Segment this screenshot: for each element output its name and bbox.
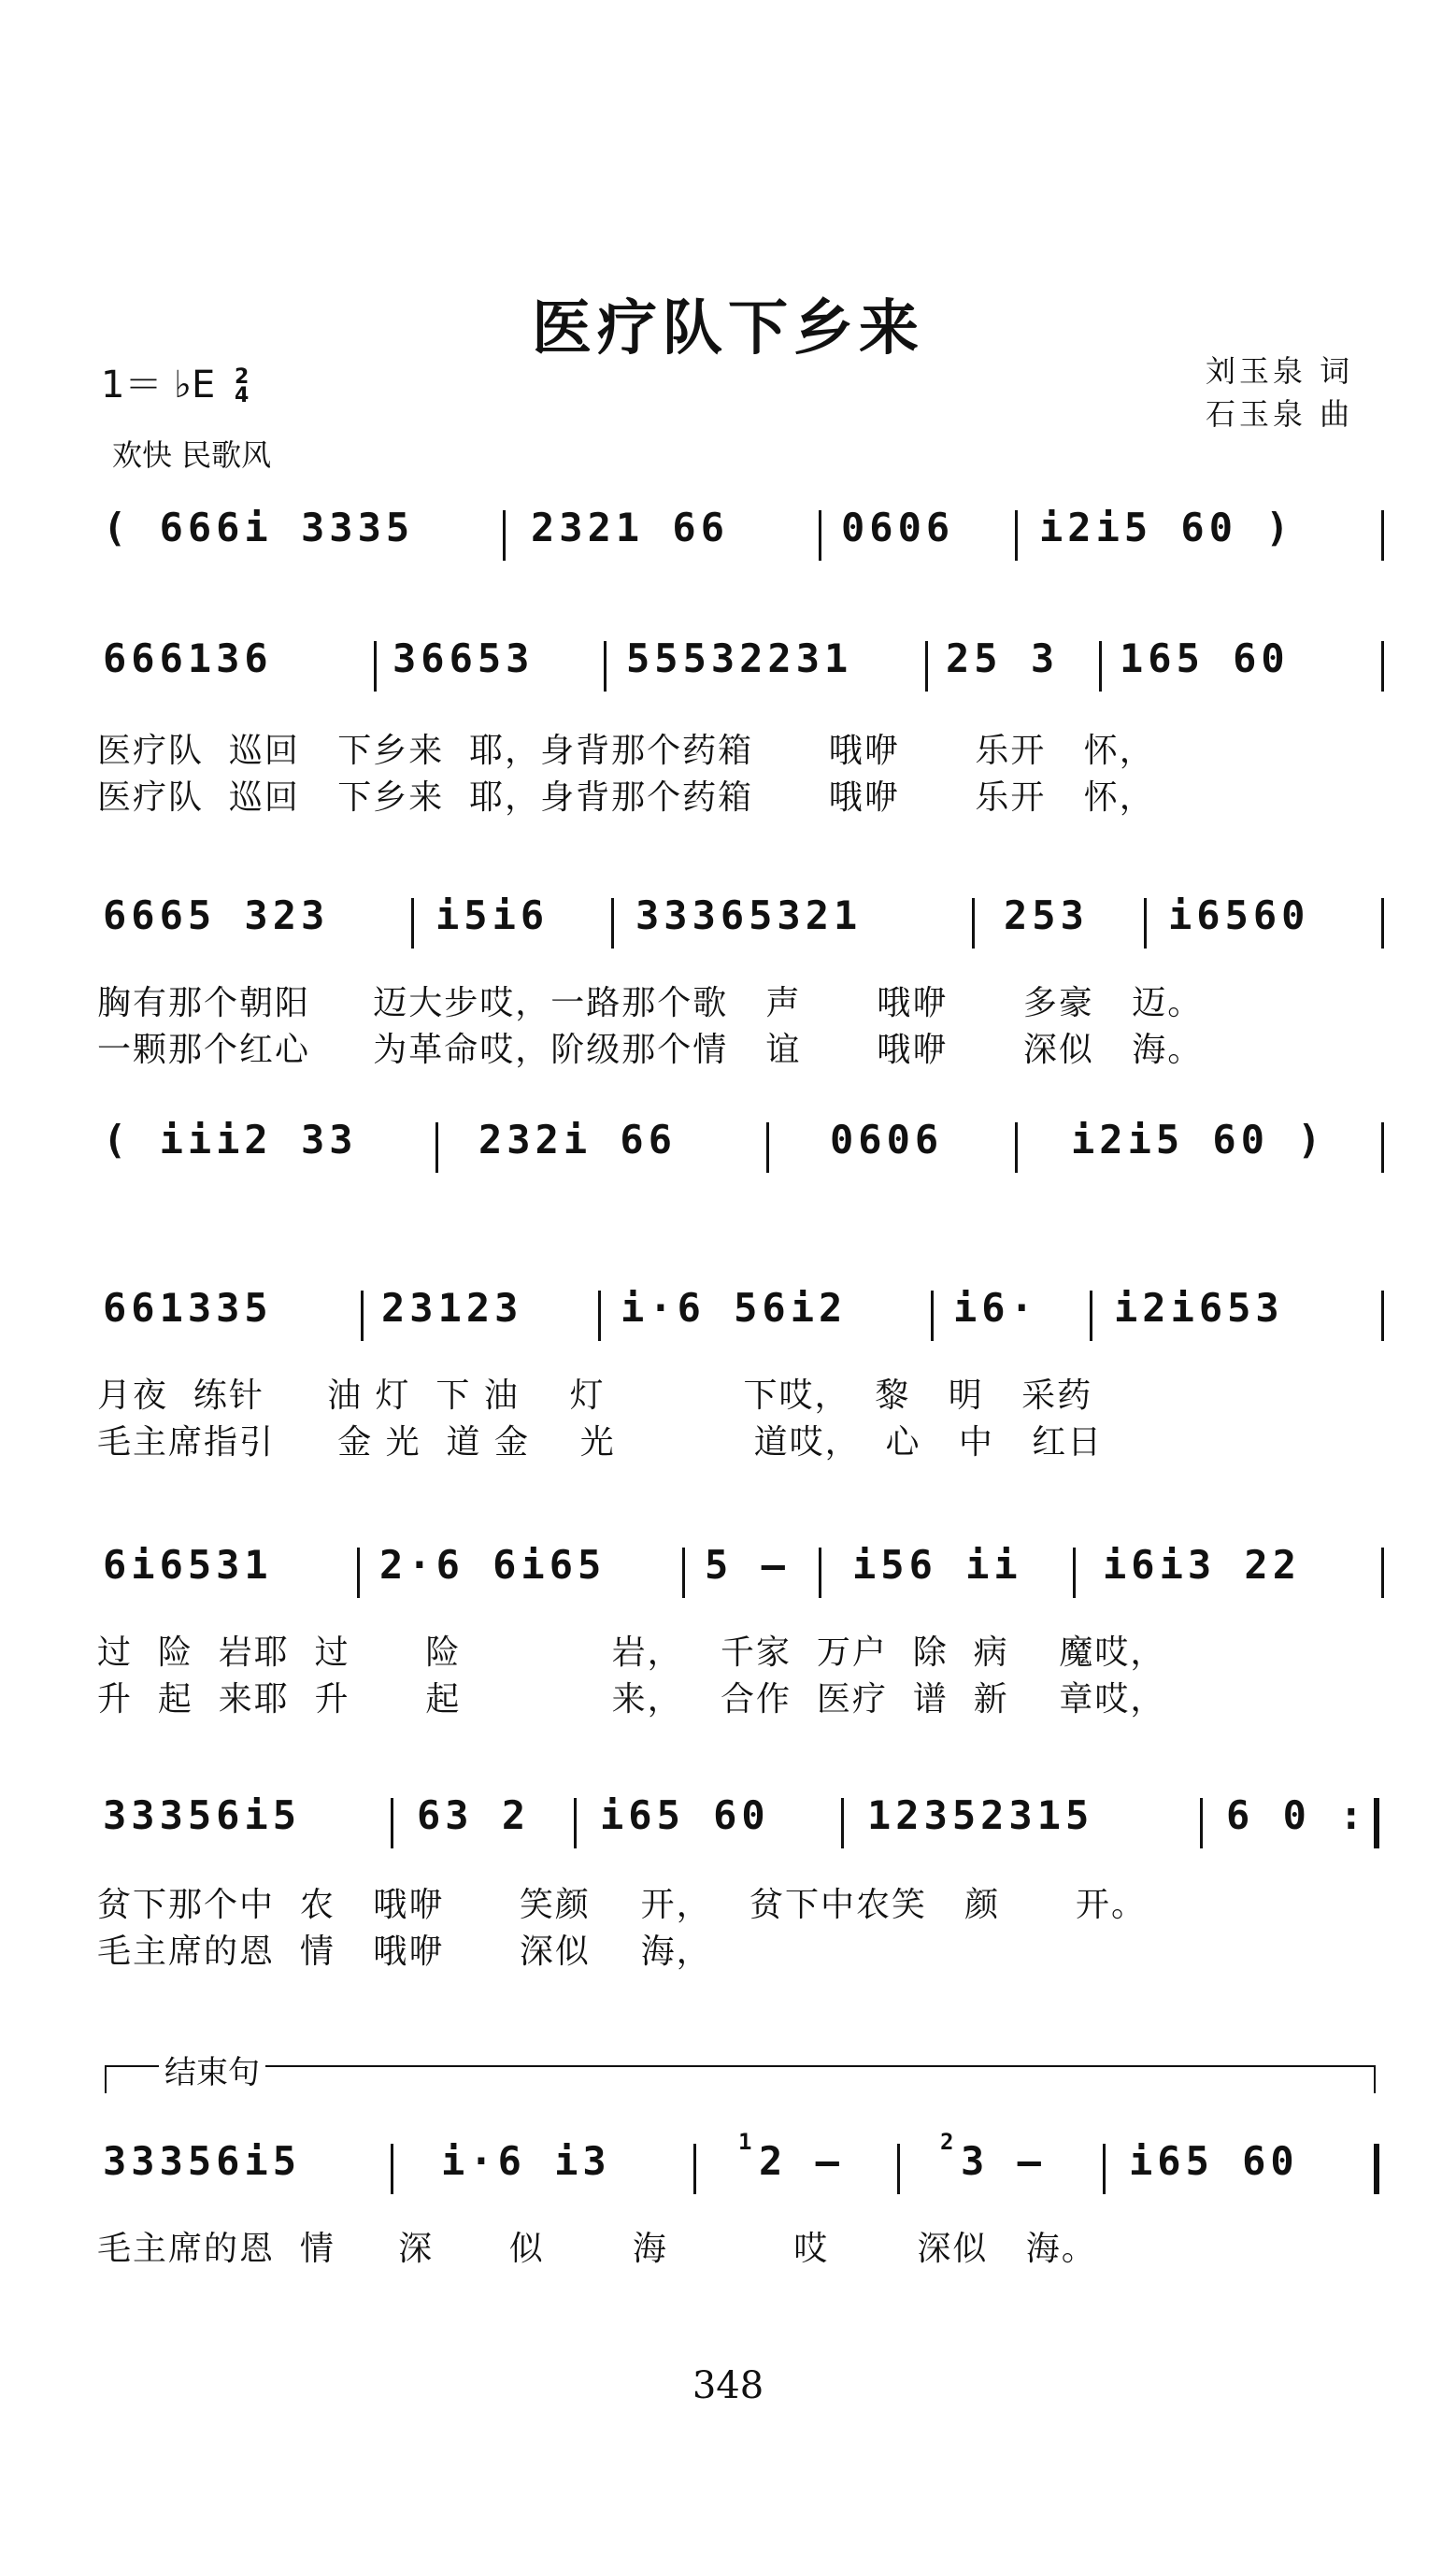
measure: 5 – xyxy=(705,1542,790,1588)
measure: i·6 56i2 xyxy=(621,1285,848,1331)
barline xyxy=(357,1548,360,1598)
barline xyxy=(766,1122,769,1173)
bracket-left-tick xyxy=(105,2065,107,2093)
barline xyxy=(1381,510,1384,561)
measure: 2 – xyxy=(759,2138,844,2184)
barline xyxy=(361,1291,364,1341)
score-system-2 xyxy=(0,635,1456,710)
lyricist-credit: 刘玉泉 词 xyxy=(1206,353,1354,389)
barline xyxy=(503,510,506,561)
measure: 6 0 : xyxy=(1226,1792,1368,1838)
barline xyxy=(374,641,377,692)
barline xyxy=(391,2144,393,2194)
composer-credit: 石玉泉 曲 xyxy=(1206,396,1354,432)
barline xyxy=(925,641,928,692)
measure: 63 2 xyxy=(417,1792,531,1838)
measure: 6665 323 xyxy=(103,892,330,938)
bracket-top-line xyxy=(105,2065,1376,2067)
measure: 2321 66 xyxy=(531,505,730,550)
barline xyxy=(931,1291,934,1341)
measure: ( iii2 33 xyxy=(103,1117,358,1163)
barline xyxy=(1381,1122,1384,1173)
score-system-5 xyxy=(0,1285,1456,1360)
measure: i56 ii xyxy=(852,1542,1022,1588)
barline xyxy=(972,898,975,949)
time-denominator: 4 xyxy=(235,384,250,407)
barline xyxy=(1090,1291,1092,1341)
ending-label: 结束句 xyxy=(159,2047,265,2092)
measure: 6i6531 xyxy=(103,1542,273,1588)
measure: 33356i5 xyxy=(103,1792,302,1838)
measure: i2i653 xyxy=(1114,1285,1284,1331)
measure: i2i5 60 ) xyxy=(1039,505,1294,550)
measure: 2·6 6i65 xyxy=(379,1542,607,1588)
barline xyxy=(1073,1548,1076,1598)
barline xyxy=(1103,2144,1106,2194)
lyric-line: 月夜 练针 油 灯 下 油 灯 下哎， 黎 明 采药 xyxy=(97,1377,1093,1415)
key-label: 1＝ ♭E xyxy=(101,364,216,407)
lyric-line: 胸有那个朝阳 迈大步哎，一路那个歌 声 哦咿 多豪 迈。 xyxy=(97,984,1204,1022)
barline xyxy=(1381,1548,1384,1598)
barline xyxy=(897,2144,900,2194)
lyric-line: 贫下那个中 农 哦咿 笑颜 开， 贫下中农笑 颜 开。 xyxy=(97,1886,1147,1924)
barline xyxy=(411,898,414,949)
measure: 0606 xyxy=(830,1117,944,1163)
lyric-line: 毛主席的恩 情 深 似 海 哎 深似 海。 xyxy=(97,2230,1097,2268)
page-number: 348 xyxy=(692,2364,764,2407)
barline xyxy=(574,1798,577,1848)
barline xyxy=(1381,898,1384,949)
song-title: 医疗队下乡来 xyxy=(532,293,924,364)
score-system-4 xyxy=(0,1117,1456,1191)
barline xyxy=(598,1291,601,1341)
barline xyxy=(841,1798,844,1848)
lyric-line: 医疗队 巡回 下乡来 耶，身背那个药箱 哦咿 乐开 怀， xyxy=(97,732,1155,770)
measure: 661335 xyxy=(103,1285,273,1331)
time-numerator: 2 xyxy=(235,365,250,389)
barline xyxy=(819,510,821,561)
measure: i6i3 22 xyxy=(1103,1542,1302,1588)
measure: 232i 66 xyxy=(478,1117,678,1163)
barline xyxy=(693,2144,696,2194)
barline xyxy=(435,1122,438,1173)
measure: i6· xyxy=(953,1285,1038,1331)
score-system-7 xyxy=(0,1792,1456,1867)
lyric-line: 一颗那个红心 为革命哎，阶级那个情 谊 哦咿 深似 海。 xyxy=(97,1031,1204,1069)
barline xyxy=(604,641,607,692)
time-signature xyxy=(235,365,250,407)
measure: i65 60 xyxy=(1129,2138,1299,2184)
measure: 33356i5 xyxy=(103,2138,302,2184)
key-signature xyxy=(101,355,249,408)
barline xyxy=(1200,1798,1203,1848)
measure: i65 60 xyxy=(600,1792,770,1838)
barline xyxy=(1381,641,1384,692)
score-system-3 xyxy=(0,892,1456,967)
measure: 23123 xyxy=(381,1285,523,1331)
lyric-line: 升 起 来耶 升 起 来， 合作 医疗 谱 新 章哎， xyxy=(97,1680,1166,1719)
measure: 666136 xyxy=(103,635,273,681)
barline xyxy=(611,898,614,949)
lyric-line: 毛主席指引 金 光 道 金 光 道哎， 心 中 红日 xyxy=(97,1423,1104,1462)
measure: i6560 xyxy=(1168,892,1310,938)
barline xyxy=(391,1798,393,1848)
barline xyxy=(1015,510,1018,561)
lyric-line: 过 险 岩耶 过 险 岩， 千家 万户 除 病 魔哎， xyxy=(97,1634,1166,1672)
lyric-line: 医疗队 巡回 下乡来 耶，身背那个药箱 哦咿 乐开 怀， xyxy=(97,778,1155,817)
repeat-barline xyxy=(1374,1798,1379,1848)
lyric-line: 毛主席的恩 情 哦咿 深似 海， xyxy=(97,1933,712,1971)
measure: 25 3 xyxy=(946,635,1060,681)
measure: 3 – xyxy=(961,2138,1046,2184)
measure: ( 666i 3335 xyxy=(103,505,415,550)
barline xyxy=(819,1548,821,1598)
measure: i5i6 xyxy=(435,892,550,938)
measure: 0606 xyxy=(841,505,955,550)
volta-1-label: 1 xyxy=(738,2129,757,2155)
measure: 12352315 xyxy=(867,1792,1094,1838)
tempo-marking: 欢快 民歌风 xyxy=(112,437,272,473)
barline xyxy=(1015,1122,1018,1173)
measure: i·6 i3 xyxy=(441,2138,611,2184)
ending-bracket xyxy=(105,2065,1376,2099)
measure: 55532231 xyxy=(626,635,853,681)
measure: 165 60 xyxy=(1120,635,1290,681)
final-barline xyxy=(1374,2144,1379,2194)
measure: 253 xyxy=(1004,892,1089,938)
barline xyxy=(1099,641,1102,692)
score-system-1 xyxy=(0,505,1456,579)
measure: 36653 xyxy=(393,635,535,681)
measure: i2i5 60 ) xyxy=(1071,1117,1326,1163)
barline xyxy=(1381,1291,1384,1341)
measure: 33365321 xyxy=(635,892,863,938)
barline xyxy=(682,1548,685,1598)
score-system-6 xyxy=(0,1542,1456,1617)
barline xyxy=(1144,898,1147,949)
volta-2-label: 2 xyxy=(940,2129,959,2155)
bracket-right-tick xyxy=(1374,2065,1376,2093)
score-system-8 xyxy=(0,2129,1456,2213)
